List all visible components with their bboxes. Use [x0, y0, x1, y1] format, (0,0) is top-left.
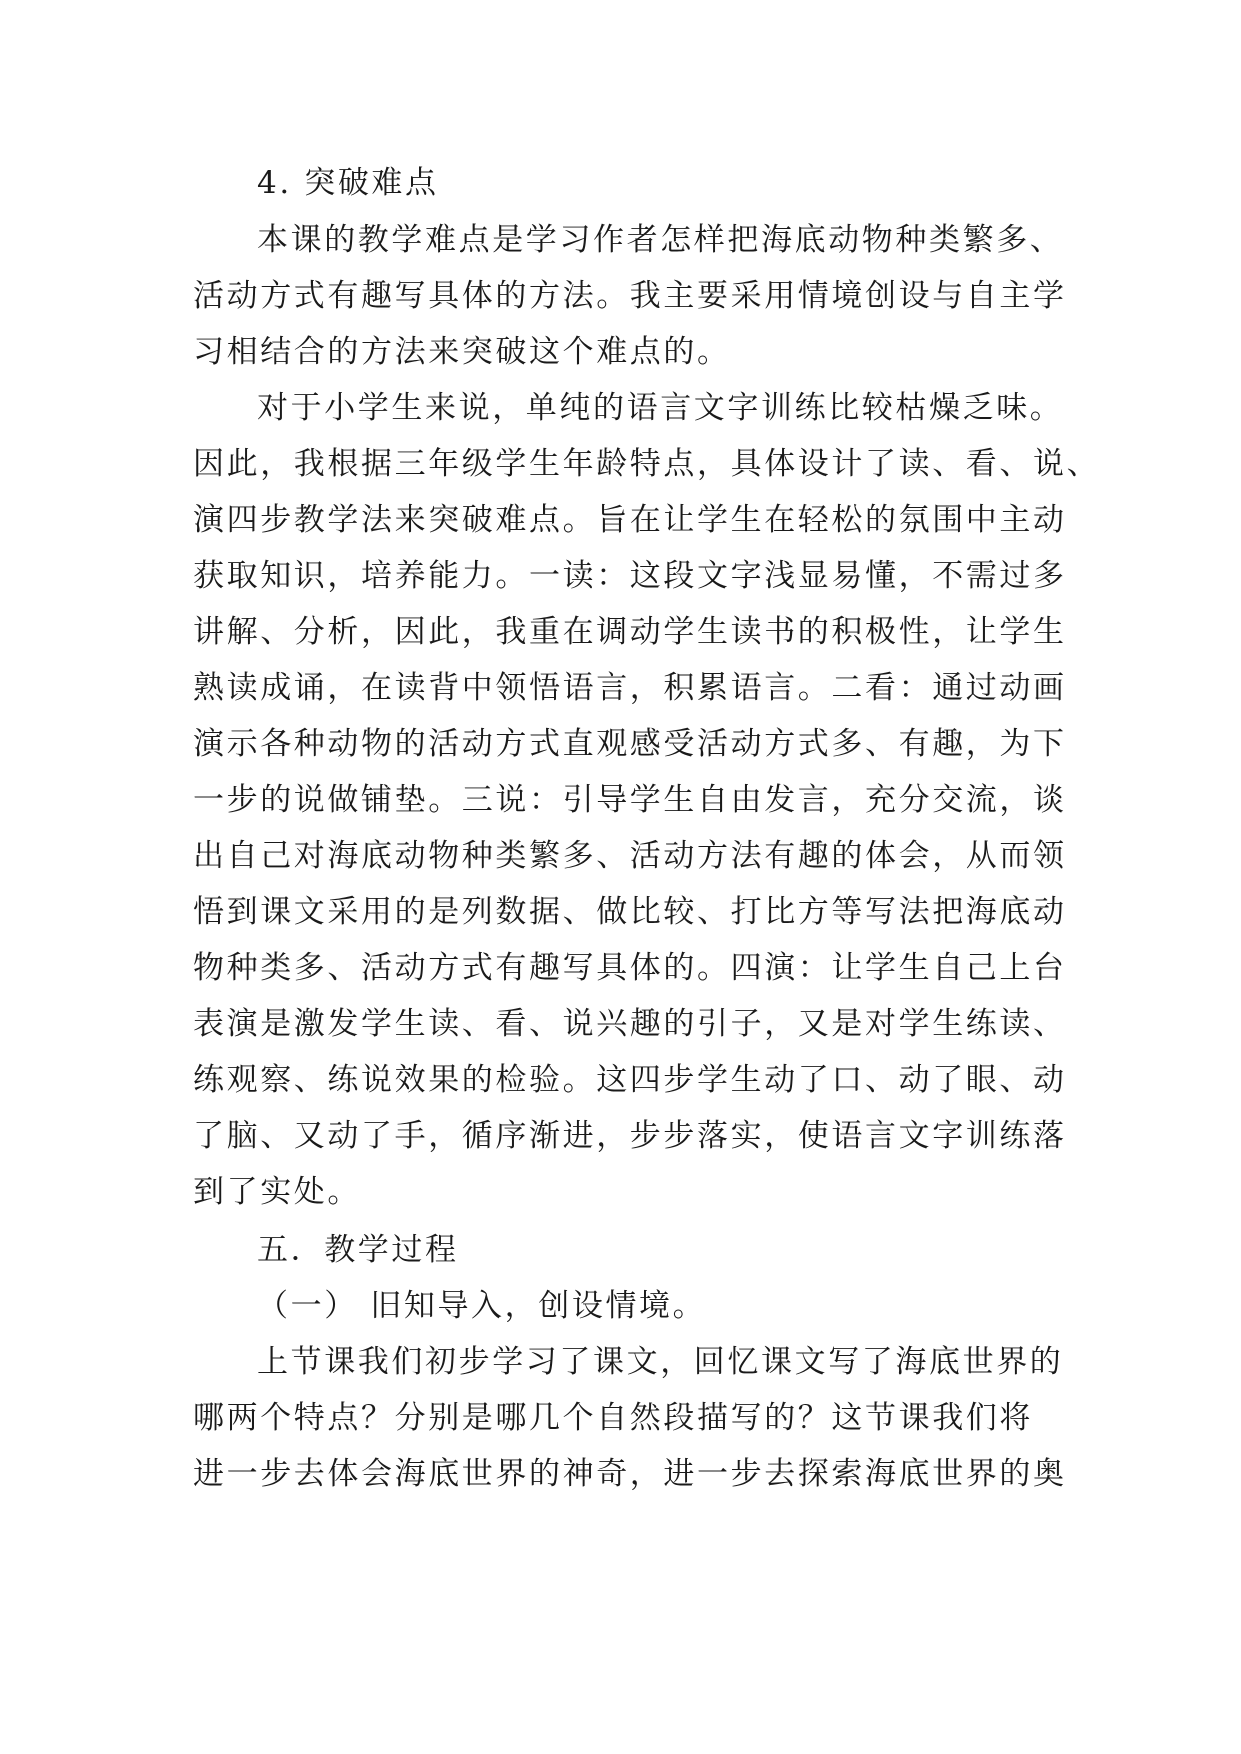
section-heading-teaching-process: 五．教学过程 — [257, 1232, 459, 1268]
paragraph-line: 了脑、又动了手，循序渐进，步步落实，使语言文字训练落 — [193, 1118, 1067, 1154]
paragraph-line: 本课的教学难点是学习作者怎样把海底动物种类繁多、 — [257, 222, 1064, 258]
paragraph-line: 一步的说做铺垫。三说：引导学生自由发言，充分交流，谈 — [193, 782, 1067, 818]
paragraph-line: 到了实处。 — [193, 1174, 361, 1210]
section-heading-breakthrough: 4. 突破难点 — [257, 165, 439, 201]
paragraph-line: 因此，我根据三年级学生年龄特点，具体设计了读、看、说、 — [193, 446, 1101, 482]
paragraph-line: 熟读成诵，在读背中领悟语言，积累语言。二看：通过动画 — [193, 670, 1067, 706]
paragraph-line: 上节课我们初步学习了课文，回忆课文写了海底世界的 — [257, 1344, 1064, 1380]
paragraph-line: 练观察、练说效果的检验。这四步学生动了口、动了眼、动 — [193, 1062, 1067, 1098]
paragraph-line: 讲解、分析，因此，我重在调动学生读书的积极性，让学生 — [193, 614, 1067, 650]
paragraph-line: 活动方式有趣写具体的方法。我主要采用情境创设与自主学 — [193, 278, 1067, 314]
subsection-heading-intro: （一） 旧知导入，创设情境。 — [257, 1288, 707, 1324]
paragraph-line: 哪两个特点？分别是哪几个自然段描写的？这节课我们将 — [193, 1400, 1033, 1436]
paragraph-line: 习相结合的方法来突破这个难点的。 — [193, 334, 731, 370]
paragraph-line: 表演是激发学生读、看、说兴趣的引子，又是对学生练读、 — [193, 1006, 1067, 1042]
paragraph-line: 对于小学生来说，单纯的语言文字训练比较枯燥乏味。 — [257, 390, 1064, 426]
paragraph-line: 出自己对海底动物种类繁多、活动方法有趣的体会，从而领 — [193, 838, 1067, 874]
paragraph-line: 获取知识，培养能力。一读：这段文字浅显易懂，不需过多 — [193, 558, 1067, 594]
paragraph-line: 演示各种动物的活动方式直观感受活动方式多、有趣，为下 — [193, 726, 1067, 762]
paragraph-line: 悟到课文采用的是列数据、做比较、打比方等写法把海底动 — [193, 894, 1067, 930]
paragraph-line: 进一步去体会海底世界的神奇，进一步去探索海底世界的奥 — [193, 1456, 1067, 1492]
paragraph-line: 演四步教学法来突破难点。旨在让学生在轻松的氛围中主动 — [193, 502, 1067, 538]
paragraph-line: 物种类多、活动方式有趣写具体的。四演：让学生自己上台 — [193, 950, 1067, 986]
